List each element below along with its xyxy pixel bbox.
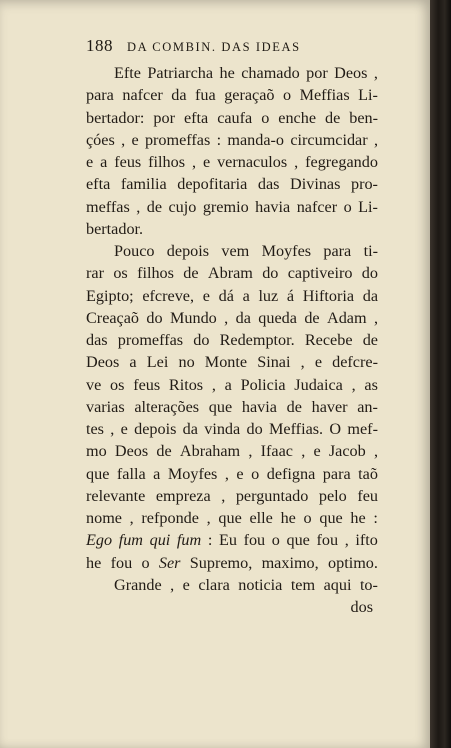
text-line: que falla a Moyfes , e o defigna para taõ (86, 464, 378, 483)
text-line: meffas , de cujo gremio havia nafcer o Li- (86, 197, 378, 216)
text-line: Ego fum qui fum : Eu fou o que fou , ifto (86, 531, 378, 550)
text-line: Grande , e clara noticia tem aqui to- (114, 575, 378, 594)
page-header (86, 36, 386, 56)
text-line: varias alterações que havia de haver an- (86, 397, 378, 416)
text-line: Egipto; efcreve, e dá a luz á Hiftoria da (86, 286, 378, 305)
page-number: 188 (86, 36, 113, 55)
text-line: ve os feus Ritos , a Policia Judaica , as (86, 375, 378, 394)
text-line: Deos a Lei no Monte Sinai , e defcre- (86, 353, 378, 372)
text-line: e a feus filhos , e vernaculos , fegregando (86, 153, 378, 171)
text-line: relevante empreza , perguntado pelo feu (86, 486, 378, 505)
text-line: Creaçaõ do Mundo , da queda de Adam , (86, 308, 378, 327)
text-line: mo Deos de Abraham , Ifaac , e Jacob , (86, 442, 378, 461)
text-line: Pouco depois vem Moyfes para ti- (114, 242, 378, 260)
text-line: rar os filhos de Abram do captiveiro do (86, 264, 378, 283)
text-line: bertador. (86, 219, 144, 238)
next-page-edge (430, 0, 451, 748)
running-title: DA COMBIN. DAS IDEAS (127, 40, 301, 54)
text-line: bertador: por efta caufa o enche de ben- (86, 108, 378, 127)
text-line: das promeffas do Redemptor. Recebe de (86, 331, 378, 349)
text-line: çóes , e promeffas : manda-o circumcidar , (86, 130, 378, 149)
page-body-text (86, 62, 378, 618)
text-line: he fou o Ser Supremo, maximo, optimo. (86, 553, 378, 572)
text-line: nome , refponde , que elle he o que he : (86, 509, 378, 527)
text-line: dos (350, 598, 373, 616)
text-line: Efte Patriarcha he chamado por Deos , (114, 64, 378, 82)
text-line: tes , e depois da vinda do Meffias. O mef- (86, 420, 378, 438)
text-line: para nafcer da fua geraçaõ o Meffias Li- (86, 86, 378, 105)
text-line: efta familia depofitaria das Divinas pro- (86, 175, 378, 194)
